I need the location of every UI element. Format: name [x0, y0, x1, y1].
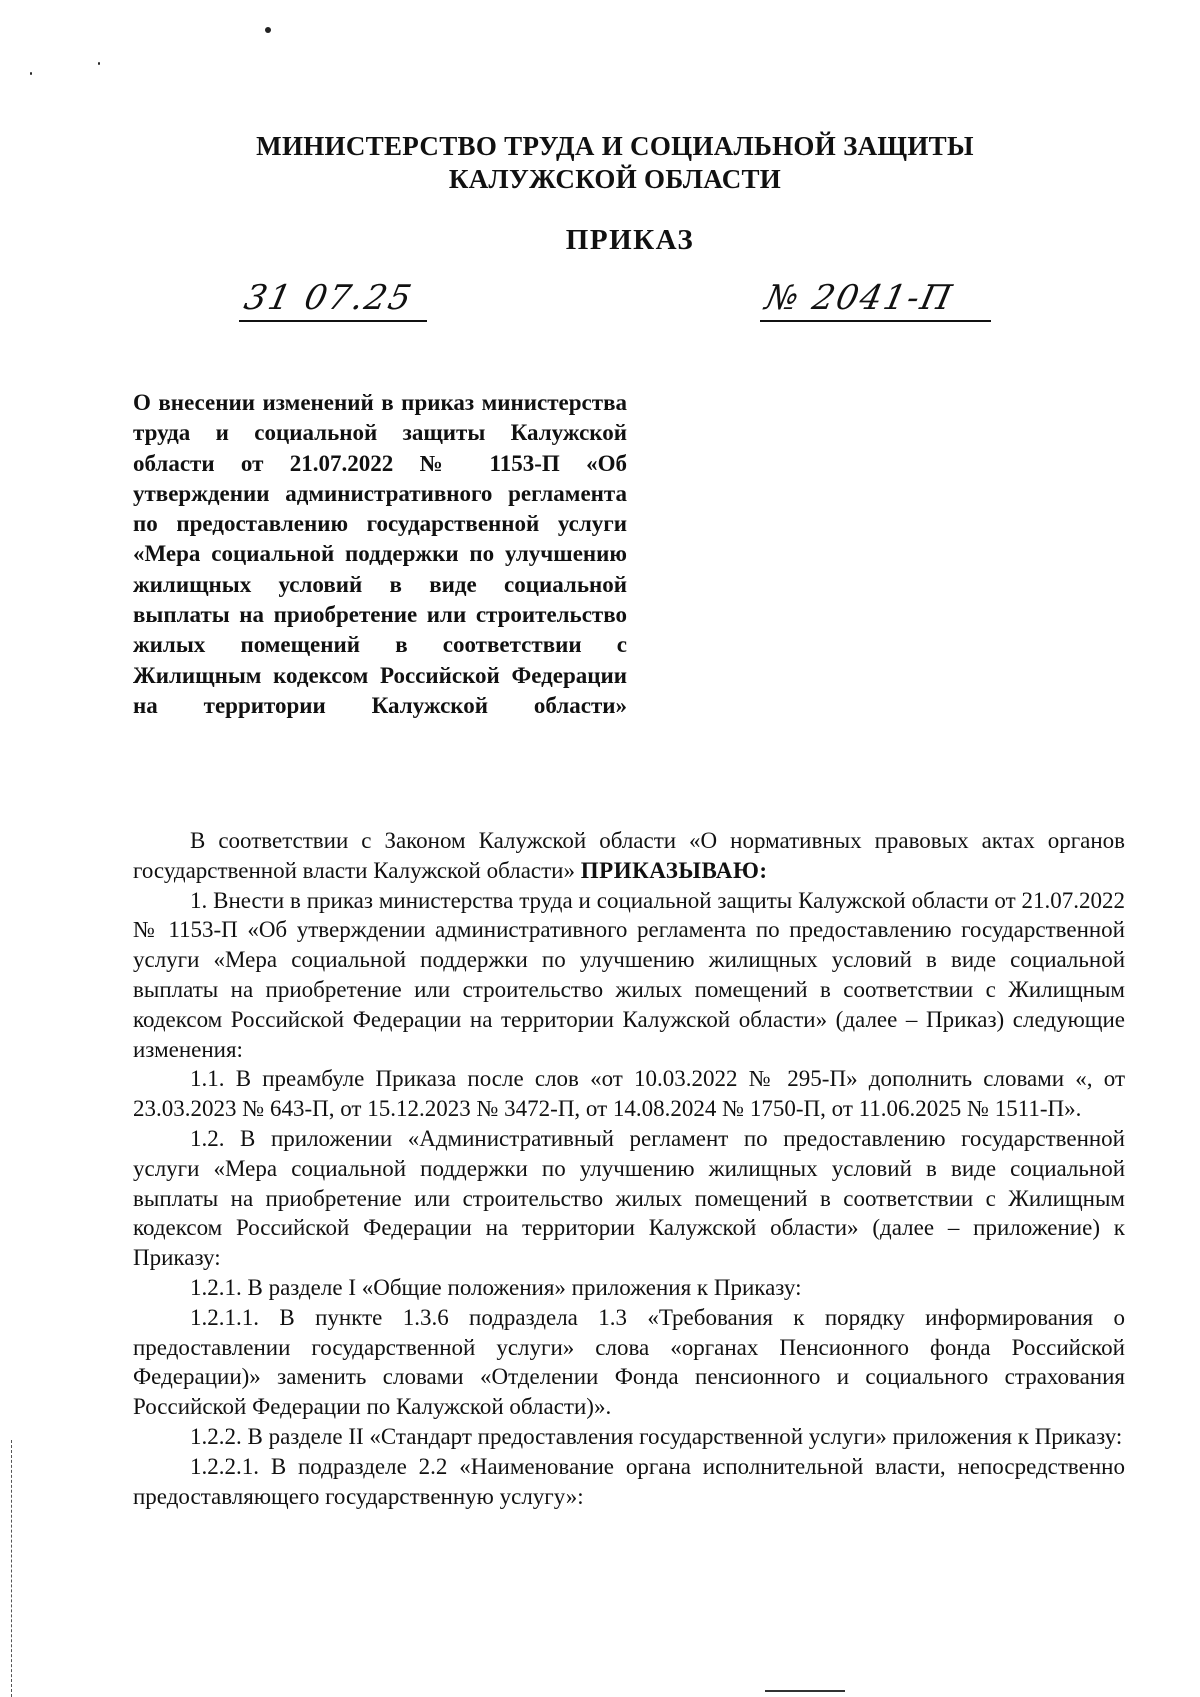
order-number-handwritten: № 2041-П: [761, 278, 957, 318]
order-number-field: [760, 266, 991, 322]
scan-speck: [30, 72, 32, 75]
footer-dash: [765, 1690, 845, 1692]
clause-1-2-1: 1.2.1. В разделе I «Общие положения» приложения к Приказу:: [190, 1274, 802, 1300]
scan-speck: [265, 27, 271, 33]
clause-1-2-2-1: 1.2.2.1. В подразделе 2.2 «Наименование органа исполнительной власти, непосредственно предоставляющего государственную услугу»:: [133, 1453, 1125, 1509]
clause-1: 1. Внести в приказ министерства труда и социальной защиты Калужской области от 21.07.2022 № 1153-П «Об утверждении административного регламента по предоставлению государственной услуги «Мера социальной поддержки по улучшению жилищных условий в виде социальной выплаты на приобретение или строительство жилых помещений в соответствии с Жилищным кодексом Российской Федерации на территории Калужской области» (далее – Приказ) следующие изменения:: [133, 887, 1125, 1062]
preamble-paragraph: [133, 826, 1125, 886]
ministry-name-line2: КАЛУЖСКОЙ ОБЛАСТИ: [448, 164, 782, 194]
clause-1-2: 1.2. В приложении «Административный регламент по предоставлению государственной услуги «Мера социальной поддержки по улучшению жилищных условий в виде социальной выплаты на приобретение или строительство жилых помещений в соответствии с Жилищным кодексом Российской Федерации на территории Калужской области» (далее – приложение) к Приказу:: [133, 1125, 1125, 1271]
order-date-handwritten: 31 07.25: [240, 278, 417, 318]
ministry-name-line1: МИНИСТЕРСТВО ТРУДА И СОЦИАЛЬНОЙ ЗАЩИТЫ: [256, 131, 974, 161]
clause-1-2-1-1: 1.2.1.1. В пункте 1.3.6 подраздела 1.3 «Требования к порядку информирования о предоставлении государственной услуги» слова «органах Пенсионного фонда Российской Федерации)» заменить словами «Отделении Фонда пенсионного и социального страхования Российской Федерации по Калужской области)».: [133, 1304, 1125, 1420]
order-subject: О внесении изменений в приказ министерства труда и социальной защиты Калужской области от 21.07.2022 № 1153-П «Об утверждении административного регламента по предоставлению государственной услуги «Мера социальной поддержки по улучшению жилищных условий в виде социальной выплаты на приобретение или строительство жилых помещений в соответствии с Жилищным кодексом Российской Федерации на территории Калужской области»: [133, 390, 627, 718]
ministry-heading: [0, 130, 1200, 196]
order-date-field: [239, 266, 427, 322]
order-directive: ПРИКАЗЫВАЮ:: [580, 857, 768, 883]
order-body: [133, 826, 1125, 1511]
clause-1-2-2: 1.2.2. В разделе II «Стандарт предоставления государственной услуги» приложения к Приказу:: [190, 1423, 1123, 1449]
scan-speck: [98, 62, 100, 65]
scan-margin-line: [11, 1440, 13, 1697]
preamble-text: В соответствии с Законом Калужской области «О нормативных правовых актах органов государственной власти Калужской области»: [133, 828, 1125, 883]
order-title: ПРИКАЗ: [565, 224, 695, 256]
clause-1-1: 1.1. В преамбуле Приказа после слов «от 10.03.2022 № 295-П» дополнить словами «, от 23.03.2023 № 643-П, от 15.12.2023 № 3472-П, от 14.08.2024 № 1750-П, от 11.06.2025 № 1511-П».: [133, 1066, 1125, 1122]
